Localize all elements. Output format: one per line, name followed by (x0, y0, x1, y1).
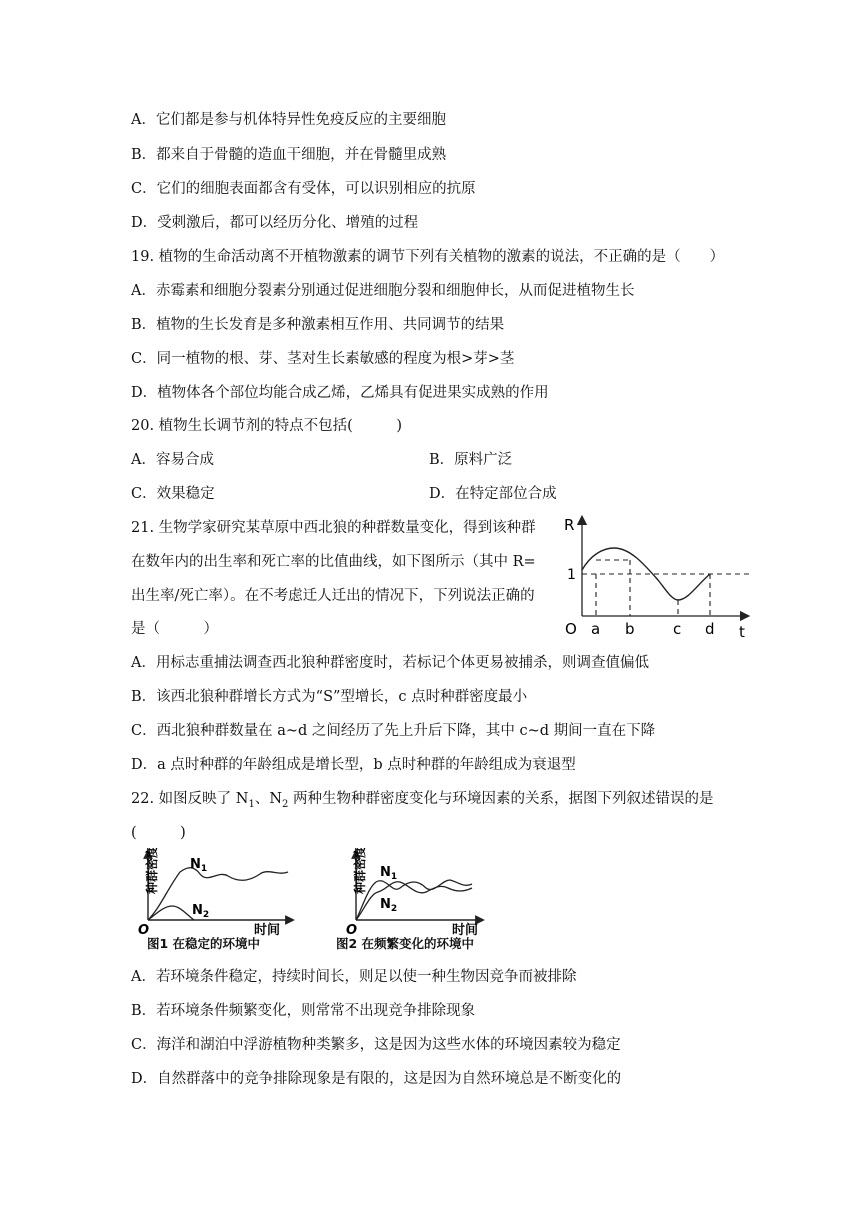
q20-stem: 20. 植物生长调节剂的特点不包括( ) (131, 418, 402, 434)
q21-point-b: b (625, 620, 635, 638)
fig1-n2-label: $N_2$ (192, 903, 210, 920)
q20-option-d: D．在特定部位合成 (429, 486, 557, 502)
q21-stem-line1: 21. 生物学家研究某草原中西北狼的种群数量变化，得到该种群 (131, 520, 536, 536)
fig1-y-label: 种群密度 (145, 848, 159, 894)
q22-figure1 (128, 848, 298, 936)
q21-option-d: D．a 点时种群的年龄组成是增长型，b 点时种群的年龄组成为衰退型 (131, 757, 576, 773)
q19-option-b: B．植物的生长发育是多种激素相互作用、共同调节的结果 (131, 317, 505, 333)
prev-option-b: B．都来自于骨髓的造血干细胞，并在骨髓里成熟 (131, 147, 447, 163)
prev-option-c: C．它们的细胞表面都含有受体，可以识别相应的抗原 (131, 181, 476, 197)
fig1-origin: O (138, 923, 150, 936)
q21-origin-label: O (565, 620, 577, 638)
fig2-y-label: 种群密度 (353, 848, 367, 894)
q20-option-b: B．原料广泛 (429, 452, 513, 468)
q21-one-label: 1 (567, 567, 576, 583)
fig1-x-label: 时间 (254, 923, 281, 936)
q21-point-a: a (591, 620, 601, 638)
q21-option-c: C．西北狼种群数量在 a~d 之间经历了先上升后下降，其中 c~d 期间一直在下降 (131, 723, 656, 739)
q22-stem-line2: ( ) (131, 825, 186, 841)
q19-stem: 19. 植物的生命活动离不开植物激素的调节下列有关植物的激素的说法，不正确的是（ ） (131, 249, 725, 265)
q21-option-b: B．该西北狼种群增长方式为“S”型增长，c 点时种群密度最小 (131, 689, 528, 705)
fig2-n1-curve (356, 880, 472, 920)
q21-stem-line2: 在数年内的出生率和死亡率的比值曲线，如下图所示（其中 R= (131, 554, 536, 570)
prev-option-d: D．受刺激后，都可以经历分化、增殖的过程 (131, 215, 419, 231)
q19-option-d: D．植物体各个部位均能合成乙烯，乙烯具有促进果实成熟的作用 (131, 385, 549, 401)
fig1-caption: 图1 在稳定的环境中 (147, 936, 261, 951)
q21-option-a: A．用标志重捕法调查西北狼种群密度时，若标记个体更易被捕杀，则调查值偏低 (131, 655, 649, 671)
fig1-n2-curve (148, 906, 194, 920)
fig2-x-label: 时间 (452, 923, 479, 936)
q20-option-c: C．效果稳定 (131, 486, 215, 502)
q21-stem-line4: 是（ ） (131, 621, 218, 637)
q22-option-a: A．若环境条件稳定，持续时间长，则足以使一种生物因竞争而被排除 (131, 969, 577, 985)
fig2-n1-label: $N_1$ (380, 865, 398, 882)
q21-rate-graph (560, 512, 755, 642)
fig2-caption: 图2 在频繁变化的环境中 (336, 936, 475, 951)
fig1-n1-curve (148, 868, 288, 920)
q19-option-a: A．赤霉素和细胞分裂素分别通过促进细胞分裂和细胞伸长，从而促进植物生长 (131, 283, 635, 299)
q22-option-d: D．自然群落中的竞争排除现象是有限的，这是因为自然环境总是不断变化的 (131, 1071, 622, 1087)
q21-stem-line3: 出生率/死亡率）。在不考虑迁人迁出的情况下，下列说法正确的 (131, 588, 535, 604)
fig1-n1-label: $N_1$ (190, 857, 208, 874)
q20-option-a: A．容易合成 (131, 452, 214, 468)
q21-x-label: t (739, 623, 745, 641)
q22-figure2 (336, 848, 486, 936)
q22-option-b: B．若环境条件频繁变化，则常常不出现竞争排除现象 (131, 1003, 476, 1019)
q19-option-c: C．同一植物的根、芽、茎对生长素敏感的程度为根>芽>茎 (131, 351, 515, 367)
q22-option-c: C．海洋和湖泊中浮游植物种类繁多，这是因为这些水体的环境因素较为稳定 (131, 1037, 621, 1053)
fig2-origin: O (346, 923, 358, 936)
q22-stem: 22. 如图反映了 $N_1$、$N_2$ 两种生物种群密度变化与环境因素的关系，据图下列叙述错误的是 (131, 791, 714, 810)
fig2-n2-label: $N_2$ (380, 897, 398, 914)
q21-point-c: c (673, 620, 682, 638)
q21-point-d: d (705, 620, 715, 638)
prev-option-a: A．它们都是参与机体特异性免疫反应的主要细胞 (131, 112, 446, 128)
fig2-n2-curve (356, 882, 472, 920)
q21-y-label: R (564, 516, 575, 534)
